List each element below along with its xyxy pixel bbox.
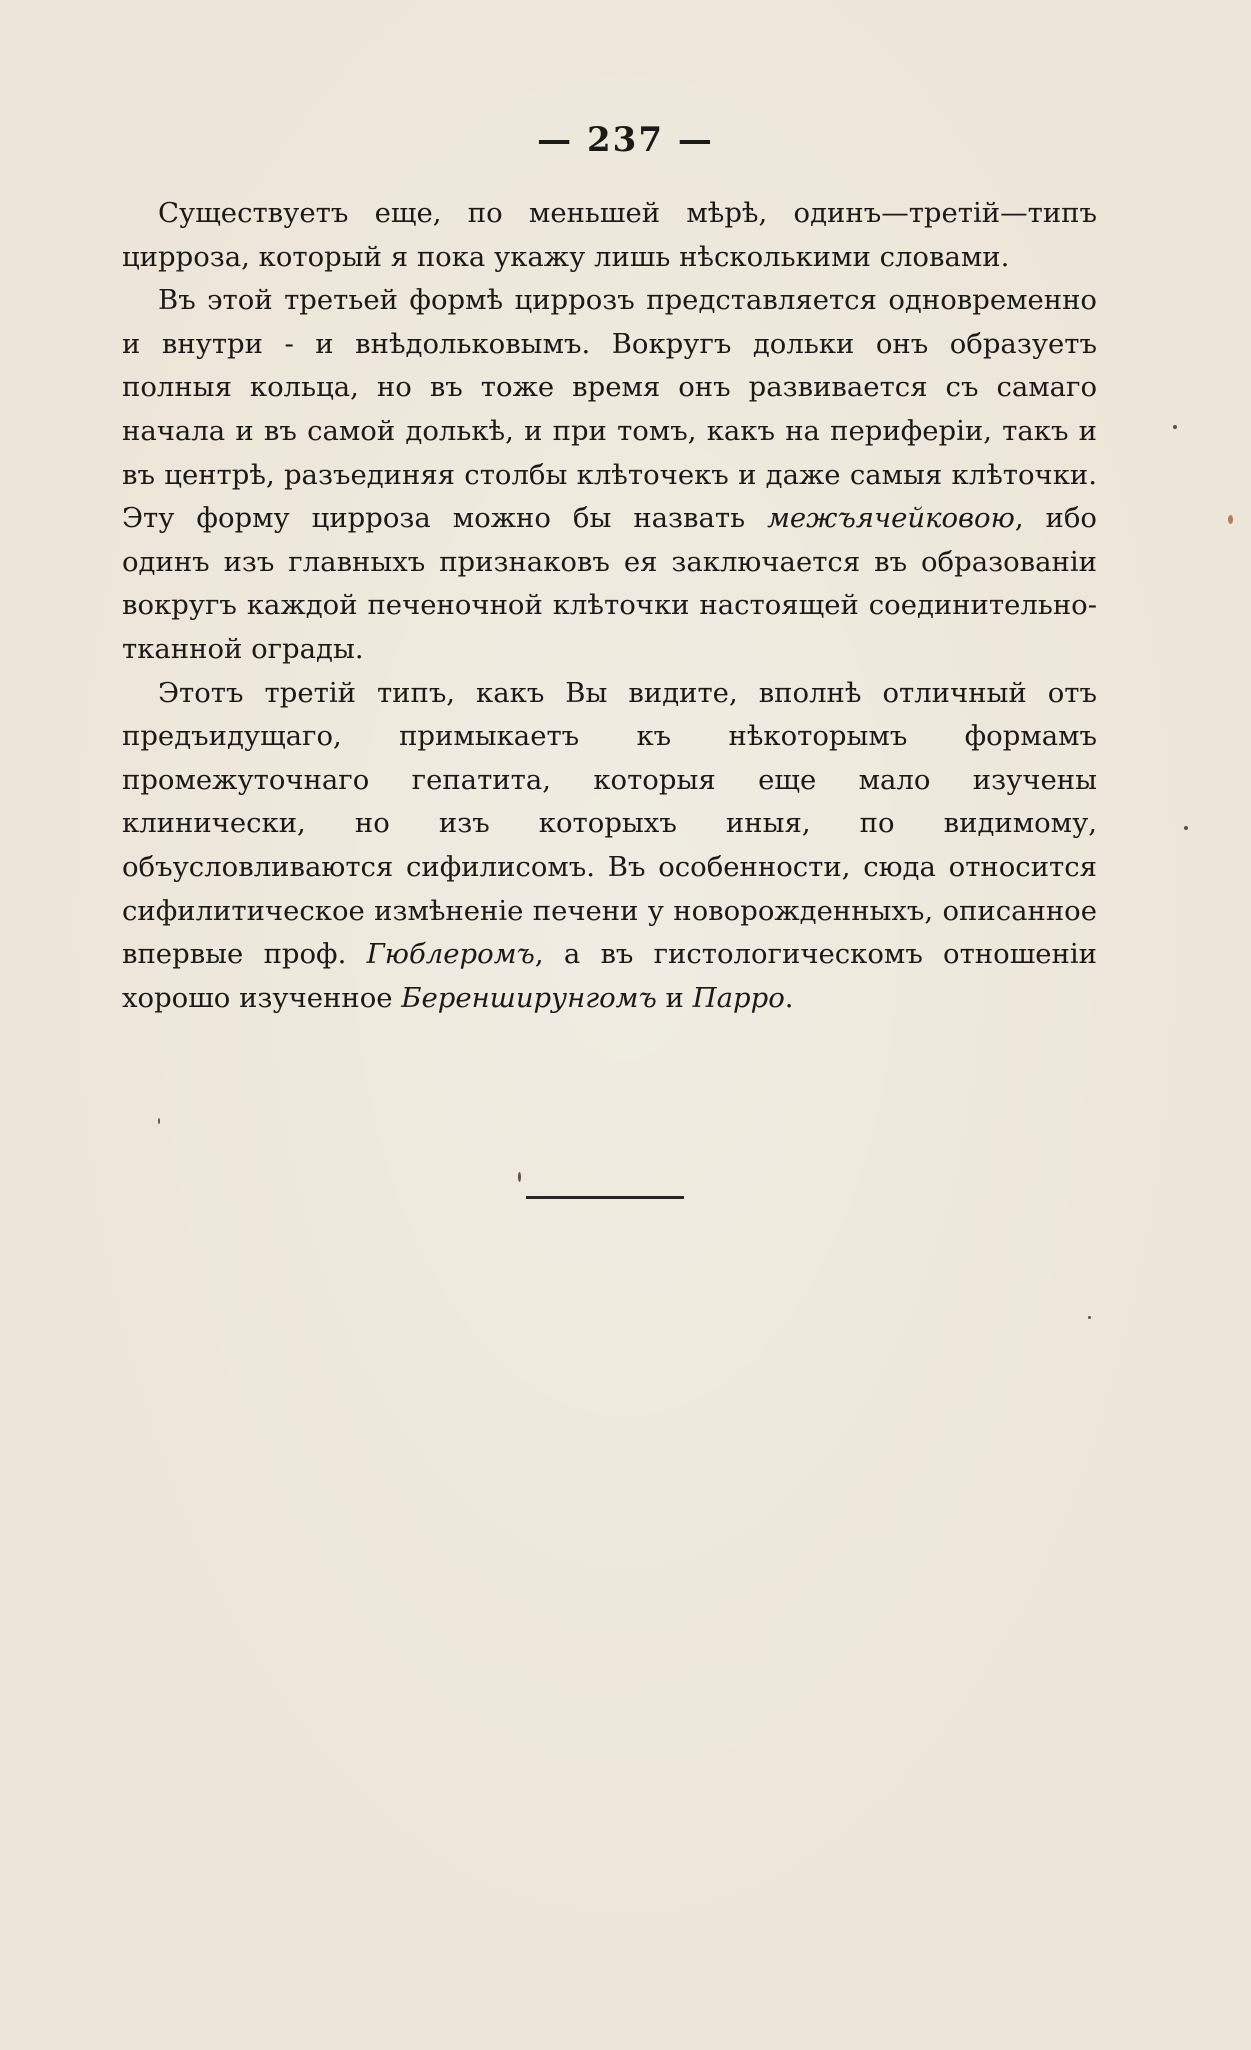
paper-speck xyxy=(518,1172,521,1182)
author-name-parrot: Парро xyxy=(692,981,785,1014)
paper-speck xyxy=(1184,826,1188,830)
body-text xyxy=(122,192,1097,1020)
paper-speck xyxy=(1228,515,1233,524)
paragraph-1: Существуетъ еще, по меньшей мѣрѣ, одинъ—третій—типъ цирроза, который я пока укажу лишь нѣсколькими словами. xyxy=(122,197,1097,273)
paragraph-2-text-after: , ибо одинъ изъ главныхъ признаковъ ея заключается въ образованіи вокругъ каждой печеночной клѣточки настоящей соединительно-тканной ограды. xyxy=(122,502,1097,665)
author-name-gubler: Гюблеромъ xyxy=(366,938,535,971)
paragraph-2-emphasis: межъячейковою xyxy=(767,502,1015,535)
paragraph-3-text-middle: , а въ гистологическомъ отношеніи хорошо изученное xyxy=(122,938,1097,1014)
page-number: — 237 — xyxy=(537,120,714,160)
paragraph-3-text-before: Этотъ третій типъ, какъ Вы видите, вполнѣ отличный отъ предъидущаго, примыкаетъ къ нѣкоторымъ формамъ промежуточнаго гепатита, которыя еще мало изучены клинически, но изъ которыхъ иныя, по видимому, объусловливаются сифилисомъ. Въ особенности, сюда относится сифилитическое измѣненіе печени у новорожденныхъ, описанное впервые проф. xyxy=(122,676,1097,971)
paper-speck xyxy=(1173,425,1177,429)
paragraph-3-text-after: . xyxy=(784,981,794,1014)
paragraph-3 xyxy=(122,672,1097,1021)
author-name-bernshprung: Беренширунгомъ xyxy=(401,981,657,1014)
paragraph-2 xyxy=(122,279,1097,671)
paper-speck xyxy=(158,1118,160,1124)
section-end-rule xyxy=(526,1196,684,1199)
paragraph-2-text-before: Въ этой третьей формѣ циррозъ представляется одновременно и внутри - и внѣдольковымъ. Вокругъ дольки онъ образуетъ полныя кольца, но въ тоже время онъ развивается съ самаго начала и въ самой долькѣ, и при томъ, какъ на периферіи, такъ и въ центрѣ, разъединяя столбы клѣточекъ и даже самыя клѣточки. Эту форму цирроза можно бы назвать xyxy=(122,284,1097,535)
paper-speck xyxy=(1088,1316,1091,1319)
paragraph-3-text-middle2: и xyxy=(656,981,693,1014)
